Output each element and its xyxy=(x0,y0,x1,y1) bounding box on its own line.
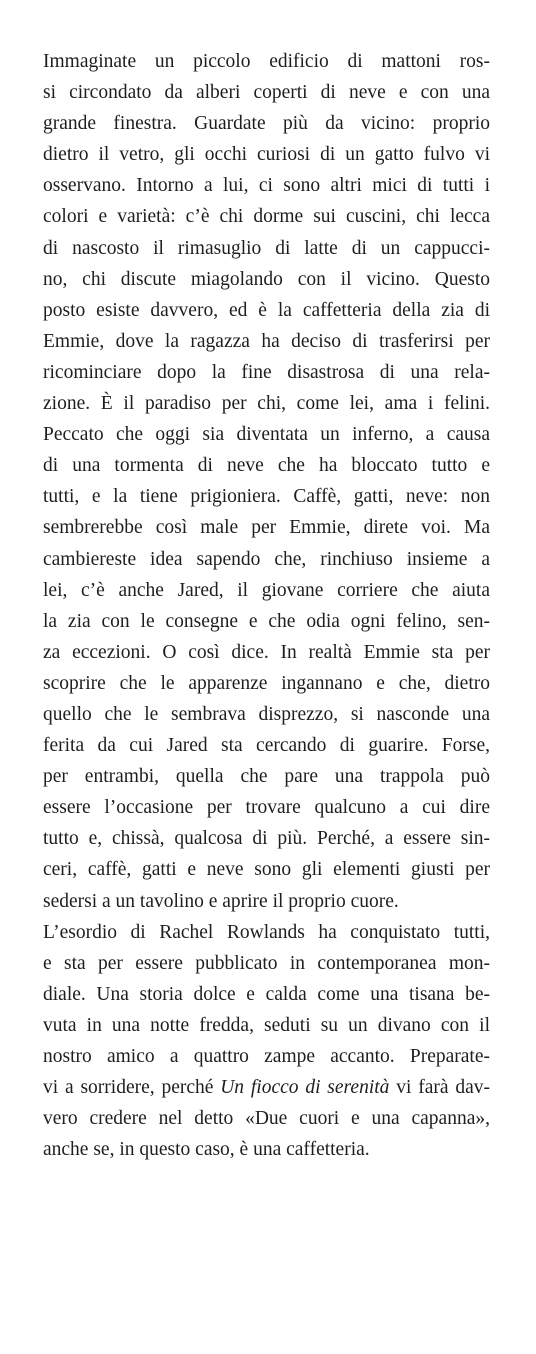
text-line: per entrambi, quella che pare una trappola può xyxy=(43,766,490,788)
text-line: ceri, caffè, gatti e neve sono gli elementi giusti per xyxy=(43,859,490,881)
text-line: tutti, e la tiene prigioniera. Caffè, gatti, neve: non xyxy=(43,486,490,508)
book-blurb xyxy=(43,46,490,1165)
text-line: ricominciare dopo la fine disastrosa di una rela- xyxy=(43,361,490,383)
text-line: za eccezioni. O così dice. In realtà Emmie sta per xyxy=(43,641,490,663)
text-line: osservano. Intorno a lui, ci sono altri mici di tutti i xyxy=(43,175,490,197)
text-line: zione. È il paradiso per chi, come lei, ama i felini. xyxy=(43,393,490,415)
text-line: di nascosto il rimasuglio di latte di un cappucci- xyxy=(43,237,490,259)
text-line: sedersi a un tavolino e aprire il proprio cuore. xyxy=(43,890,399,912)
paragraph-2 xyxy=(43,917,490,1166)
text-line: scoprire che le apparenze ingannano e che, dietro xyxy=(43,672,490,694)
text-line: Immaginate un piccolo edificio di mattoni ros- xyxy=(43,51,490,72)
text-line: posto esiste davvero, ed è la caffetteria della zia di xyxy=(43,299,490,321)
text-line: essere l’occasione per trovare qualcuno a cui dire xyxy=(43,797,490,819)
text-line: grande finestra. Guardate più da vicino: proprio xyxy=(43,113,490,135)
text-line: vuta in una notte fredda, seduti su un divano con il xyxy=(43,1014,490,1036)
line-after-title: vi farà dav- xyxy=(389,1077,490,1099)
text-line: no, chi discute miagolando con il vicino. Questo xyxy=(43,268,490,290)
text-line: si circondato da alberi coperti di neve e con una xyxy=(43,82,490,104)
text-line: Emmie, dove la ragazza ha deciso di trasferirsi per xyxy=(43,330,490,352)
text-line: quello che le sembrava disprezzo, si nasconde una xyxy=(43,703,490,725)
text-line: Peccato che oggi sia diventata un inferno, a causa xyxy=(43,424,490,446)
paragraph-1 xyxy=(43,46,490,917)
text-line: la zia con le consegne e che odia ogni felino, sen- xyxy=(43,610,490,632)
text-line: anche se, in questo caso, è una caffetteria. xyxy=(43,1139,370,1161)
text-line: tutto e, chissà, qualcosa di più. Perché, a essere sin- xyxy=(43,828,490,850)
text-line: vero credere nel detto «Due cuori e una capanna», xyxy=(43,1108,490,1130)
text-line: lei, c’è anche Jared, il giovane corriere che aiuta xyxy=(43,579,490,601)
text-line: cambiereste idea sapendo che, rinchiuso insieme a xyxy=(43,548,490,570)
text-line: e sta per essere pubblicato in contemporanea mon- xyxy=(43,952,490,974)
text-line: colori e varietà: c’è chi dorme sui cuscini, chi lecca xyxy=(43,206,490,228)
text-line: diale. Una storia dolce e calda come una tisana be- xyxy=(43,983,490,1005)
text-line: di una tormenta di neve che ha bloccato tutto e xyxy=(43,455,490,477)
book-title: Un fiocco di serenità xyxy=(220,1077,390,1099)
line-before-title: vi a sorridere, perché xyxy=(43,1077,221,1099)
text-line: sembrerebbe così male per Emmie, direte voi. Ma xyxy=(43,517,490,539)
text-line: dietro il vetro, gli occhi curiosi di un gatto fulvo vi xyxy=(43,144,490,166)
text-line: ferita da cui Jared sta cercando di guarire. Forse, xyxy=(43,735,490,757)
text-line: L’esordio di Rachel Rowlands ha conquistato tutti, xyxy=(43,921,490,943)
text-line: nostro amico a quattro zampe accanto. Preparate- xyxy=(43,1046,490,1067)
text-line-with-title xyxy=(43,1072,490,1103)
